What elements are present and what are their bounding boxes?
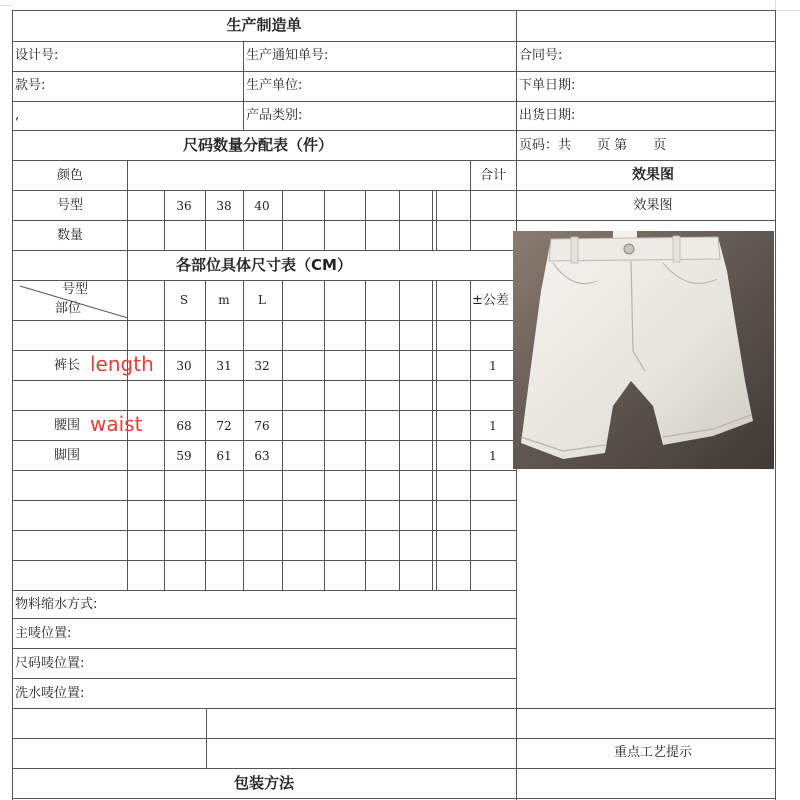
- waist-tolerance: 1: [489, 419, 497, 433]
- page-title: 生产制造单: [226, 16, 302, 34]
- size-label-pos: 尺码唛位置:: [15, 656, 85, 671]
- qty-table-title: 尺码数量分配表（件）: [182, 136, 334, 154]
- length-tolerance: 1: [489, 359, 497, 373]
- ship-date-label: 出货日期:: [519, 108, 576, 123]
- size-col-m: m: [218, 293, 230, 307]
- notice-no-label: 生产通知单号:: [246, 48, 329, 63]
- key-process-label: 重点工艺提示: [613, 745, 693, 760]
- shrink-method-label: 物料缩水方式:: [15, 597, 98, 612]
- main-label-pos: 主唛位置:: [15, 626, 72, 641]
- length-m: 31: [216, 359, 232, 373]
- effect-header: 效果图: [632, 167, 674, 183]
- size-36: 36: [176, 199, 192, 213]
- order-date-label: 下单日期:: [519, 78, 576, 93]
- wash-label-pos: 洗水唛位置:: [15, 686, 85, 701]
- size-col-l: L: [258, 293, 266, 307]
- waist-l: 76: [254, 419, 270, 433]
- total-label: 合计: [479, 168, 507, 183]
- spec-table-title: 各部位具体尺寸表（CM）: [176, 256, 352, 274]
- waist-s: 68: [176, 419, 192, 433]
- page-info: 页码：共 页 第 页: [519, 138, 667, 153]
- part-leg-opening: 脚围: [54, 448, 81, 463]
- size-label: 号型: [56, 198, 84, 213]
- category-label: 产品类别:: [246, 108, 303, 123]
- packing-label: 包装方法: [233, 774, 295, 792]
- part-length: 裤长: [54, 358, 81, 373]
- annotation-waist: waist: [90, 412, 143, 436]
- size-40: 40: [254, 199, 270, 213]
- size-38: 38: [216, 199, 232, 213]
- waist-m: 72: [216, 419, 232, 433]
- qty-label: 数量: [56, 228, 84, 243]
- tolerance-label: ±公差: [472, 293, 509, 308]
- length-l: 32: [254, 359, 270, 373]
- leg-l: 63: [254, 449, 270, 463]
- size-col-s: S: [179, 293, 189, 307]
- leg-s: 59: [176, 449, 192, 463]
- design-no-label: 设计号:: [15, 48, 59, 63]
- leg-m: 61: [216, 449, 232, 463]
- length-s: 30: [176, 359, 192, 373]
- header-size: 号型: [62, 282, 89, 297]
- part-waist: 腰围: [54, 418, 81, 433]
- leg-tolerance: 1: [489, 449, 497, 463]
- comma-text: ,: [15, 108, 20, 123]
- producer-label: 生产单位:: [246, 78, 303, 93]
- annotation-length: length: [90, 352, 154, 376]
- effect-label: 效果图: [633, 198, 673, 213]
- style-no-label: 款号:: [15, 78, 46, 93]
- shorts-product-photo: [513, 231, 774, 469]
- header-part: 部位: [55, 301, 82, 316]
- color-label: 颜色: [56, 168, 84, 183]
- contract-no-label: 合同号:: [519, 48, 563, 63]
